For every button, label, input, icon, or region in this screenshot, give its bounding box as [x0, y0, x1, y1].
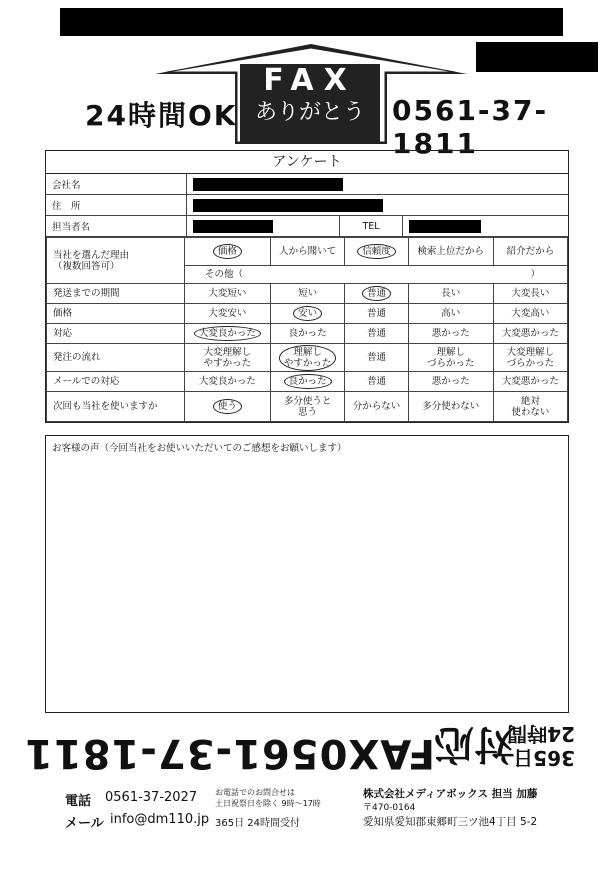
- answer-option-label: 人から聞いて: [279, 246, 337, 257]
- answer-option[interactable]: [493, 238, 567, 266]
- question-label: 当社を選んだ理由 （複数回答可）: [47, 238, 185, 284]
- answer-option-label: 大変悪かった: [501, 376, 559, 387]
- hours-ok-text: 24時間OK: [85, 99, 238, 132]
- answer-option-label: 普通: [367, 328, 387, 339]
- answer-option-label: 悪かった: [431, 328, 470, 339]
- answer-option-label: 検索上位だから: [417, 246, 484, 257]
- answer-option-label: 普通: [362, 286, 391, 301]
- footer-address: 愛知県愛知郡東郷町三ツ池4丁目 5-2: [363, 816, 538, 828]
- answer-option[interactable]: [270, 238, 345, 266]
- address-field[interactable]: [187, 195, 569, 216]
- voice-label: お客様の声（今回当社をお使いいただいてのご感想をお願いします）: [52, 443, 347, 454]
- footer-tel-note1: お電話でのお問合せは: [215, 788, 295, 797]
- fax-box: [240, 64, 380, 144]
- answer-option-label: 紹介だから: [506, 246, 555, 257]
- answer-option[interactable]: [345, 372, 408, 392]
- footer-company: 株式会社メディアボックス 担当 加藤: [363, 788, 538, 800]
- answer-option-label: 大変高い: [511, 308, 550, 319]
- answer-option-label: 短い: [298, 288, 318, 299]
- answer-option-label: 悪かった: [431, 376, 470, 387]
- answer-option[interactable]: [493, 372, 567, 392]
- answer-option[interactable]: [493, 284, 567, 304]
- answer-option[interactable]: [408, 284, 493, 304]
- answer-option-label: 大変理解し やすかった: [203, 346, 252, 369]
- survey-form: [45, 150, 569, 423]
- answer-option[interactable]: [408, 392, 493, 422]
- tel-label: TEL: [340, 216, 403, 237]
- other-label: その他（: [205, 269, 244, 280]
- fax-banner: [23, 721, 575, 778]
- redaction-person: [193, 220, 273, 233]
- answer-option[interactable]: [408, 238, 493, 266]
- footer-mail-label: メール: [65, 816, 104, 831]
- person-label: 担当者名: [46, 216, 187, 237]
- answer-option-label: 多分使わない: [422, 401, 480, 412]
- answer-option-label: 分からない: [352, 401, 401, 412]
- answer-option[interactable]: [493, 324, 567, 344]
- redaction-company: [193, 178, 343, 191]
- answer-option-label: 大変良かった: [194, 326, 261, 341]
- answer-option[interactable]: [270, 392, 345, 422]
- answer-option[interactable]: [345, 344, 408, 372]
- redaction-address: [193, 199, 383, 212]
- answer-option-label: 良かった: [288, 328, 327, 339]
- answer-option[interactable]: [345, 304, 408, 324]
- question-row: [47, 324, 568, 344]
- answer-option-label: 普通: [367, 352, 387, 363]
- answer-option-label: 大変悪かった: [501, 328, 559, 339]
- answer-option-label: 大変理解し づらかった: [506, 346, 555, 369]
- answer-option-label: 絶対 使わない: [511, 395, 550, 418]
- answer-option[interactable]: [345, 238, 408, 266]
- answer-option[interactable]: [185, 324, 271, 344]
- question-label: 対応: [47, 324, 185, 344]
- tel-field[interactable]: [403, 216, 569, 237]
- answer-option-label: 長い: [441, 288, 461, 299]
- answer-option[interactable]: [345, 324, 408, 344]
- answer-option-label: 大変短い: [208, 288, 247, 299]
- answer-option[interactable]: [345, 392, 408, 422]
- company-label: 会社名: [46, 174, 187, 195]
- answer-option[interactable]: [185, 304, 271, 324]
- question-label: 価格: [47, 304, 185, 324]
- question-table: [46, 237, 568, 422]
- person-field[interactable]: [187, 216, 340, 237]
- answer-option[interactable]: [408, 324, 493, 344]
- company-field[interactable]: [187, 174, 569, 195]
- answer-option-label: 大変良かった: [198, 376, 256, 387]
- question-row: [47, 344, 568, 372]
- footer-mail-note: 365日 24時間受付: [215, 818, 300, 829]
- answer-option[interactable]: [270, 372, 345, 392]
- redaction-tel: [409, 220, 481, 233]
- footer-zip: 〒470-0164: [363, 803, 416, 813]
- question-row: [47, 372, 568, 392]
- answer-option-label: 理解し づらかった: [426, 346, 475, 369]
- answer-option-label: 信頼度: [357, 244, 396, 259]
- question-row: [47, 304, 568, 324]
- footer-tel-note2: 土日祝祭日を除く 9時〜17時: [215, 799, 321, 808]
- thanks-text: ありがとう: [254, 100, 365, 125]
- answer-option[interactable]: [493, 344, 567, 372]
- answer-option-label: 多分使うと 思う: [283, 395, 332, 418]
- header-phone: 0561-37-1811: [392, 94, 549, 160]
- person-table: [46, 216, 568, 237]
- fax-word: FAX: [263, 63, 357, 98]
- answer-option[interactable]: [185, 392, 271, 422]
- answer-option-label: 高い: [441, 308, 461, 319]
- answer-option[interactable]: [270, 284, 345, 304]
- answer-option[interactable]: [185, 344, 271, 372]
- footer-tel[interactable]: 0561-37-2027: [105, 790, 198, 805]
- banner-fax-number: FAX0561-37-1811: [23, 730, 435, 776]
- answer-option-label: 良かった: [284, 374, 332, 389]
- answer-option-label: 理解し やすかった: [279, 345, 337, 371]
- form-title: アンケート: [46, 151, 568, 174]
- answer-option[interactable]: [185, 238, 271, 266]
- answer-option[interactable]: [185, 372, 271, 392]
- answer-option[interactable]: [493, 392, 567, 422]
- answer-option-label: 安い: [293, 306, 322, 321]
- answer-option[interactable]: [185, 284, 271, 304]
- question-label: メールでの対応: [47, 372, 185, 392]
- answer-option-label: 価格: [213, 244, 242, 259]
- banner-days: 365日: [513, 746, 575, 770]
- footer-tel-label: 電話: [65, 794, 92, 809]
- answer-option[interactable]: [270, 324, 345, 344]
- redaction-top: [60, 8, 563, 36]
- redaction-top-right: [476, 42, 598, 72]
- answer-option[interactable]: [408, 304, 493, 324]
- answer-option-label: 普通: [367, 376, 387, 387]
- question-row: [47, 284, 568, 304]
- question-label: 発送までの期間: [47, 284, 185, 304]
- answer-option-label: 使う: [213, 399, 242, 414]
- question-row: [47, 238, 568, 266]
- banner-hours: 24時間: [507, 722, 575, 746]
- answer-option[interactable]: [270, 344, 345, 372]
- question-label: 次回も当社を使いますか: [47, 392, 185, 422]
- answer-option-label: 普通: [367, 308, 387, 319]
- info-table: [46, 174, 568, 216]
- other-close: ）: [530, 269, 540, 280]
- other-field[interactable]: [185, 266, 568, 284]
- answer-option[interactable]: [493, 304, 567, 324]
- question-row: [47, 392, 568, 422]
- address-label: 住 所: [46, 195, 187, 216]
- question-label: 発注の流れ: [47, 344, 185, 372]
- answer-option[interactable]: [345, 284, 408, 304]
- answer-option[interactable]: [270, 304, 345, 324]
- answer-option-label: 大変安い: [208, 308, 247, 319]
- banner-taiou: 対応: [433, 721, 515, 767]
- footer-mail[interactable]: info@dm110.jp: [110, 812, 210, 827]
- answer-option[interactable]: [408, 372, 493, 392]
- answer-option[interactable]: [408, 344, 493, 372]
- answer-option-label: 大変長い: [511, 288, 550, 299]
- customer-voice-box[interactable]: [45, 435, 569, 713]
